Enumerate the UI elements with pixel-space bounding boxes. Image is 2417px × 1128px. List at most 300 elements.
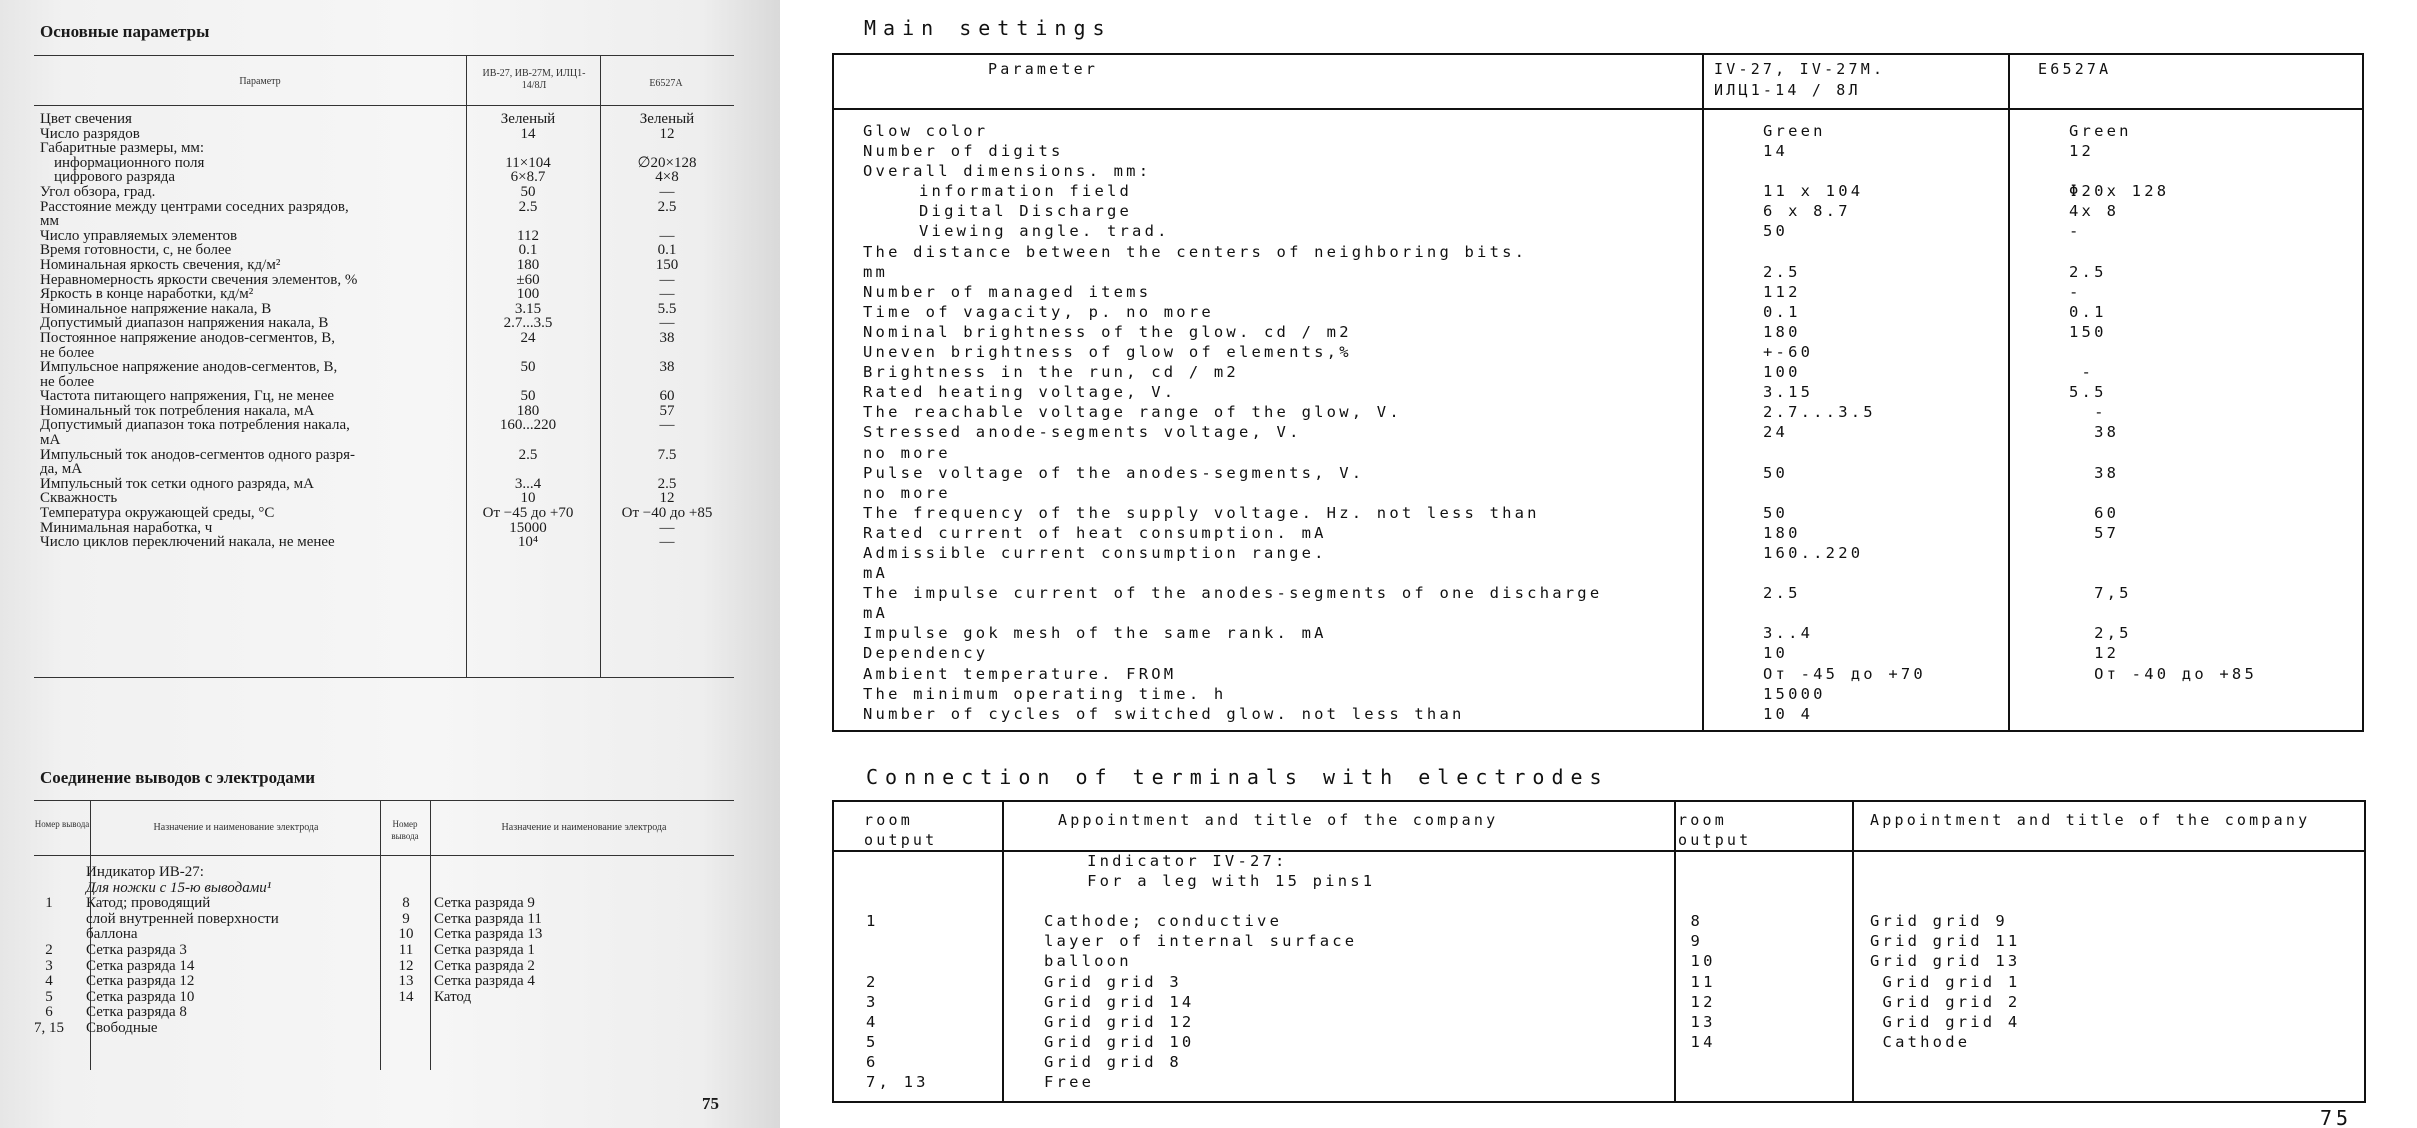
left-param-name: Импульсное напряжение анодов-сегментов, В,: [40, 360, 338, 375]
main-setting-value-iv27: 160..220: [1763, 543, 1864, 562]
left-param-name: мА: [40, 433, 61, 448]
connection-pin-2: 12: [1678, 992, 1716, 1011]
main-setting-name: Time of vagacity, p. no more: [863, 302, 1214, 321]
main-setting-value-e6527a: 60: [2069, 503, 2120, 522]
main-setting-name: The distance between the centers of neighboring bits.: [863, 242, 1528, 261]
main-setting-value-e6527a: Φ20x 128: [2069, 182, 2170, 201]
left-param-row: [40, 302, 740, 317]
main-setting-row: [863, 704, 2353, 724]
main-setting-value-iv27: 2.5: [1763, 262, 1801, 281]
left-param-name: Число циклов переключений накала, не менее: [40, 535, 335, 550]
left-param-name: Номинальное напряжение накала, В: [40, 301, 272, 317]
connection-electrode-2: Grid grid 11: [1870, 932, 2021, 951]
main-setting-name: mA: [863, 564, 889, 583]
left-param-value-iv27: 10⁴: [517, 534, 539, 551]
main-setting-value-iv27: 3.15: [1763, 383, 1814, 402]
main-setting-name: Number of cycles of switched glow. not less than: [863, 704, 1465, 723]
left-param-row: [40, 258, 740, 273]
left-param-value-iv27: 160...220: [499, 417, 557, 434]
connection-pin: 4: [866, 1012, 879, 1031]
left-conn-pin-2: 12: [398, 957, 414, 974]
left-page-title: Основные параметры: [40, 22, 210, 41]
left-conn-pin: 4: [45, 973, 53, 990]
main-setting-value-iv27: 50: [1763, 222, 1789, 241]
connection-row: [866, 951, 2356, 971]
left-conn-row: [34, 1021, 734, 1037]
left-param-row: [40, 141, 740, 156]
main-setting-value-e6527a: 2.5: [2069, 262, 2107, 281]
main-setting-value-iv27: 2.5: [1763, 584, 1801, 603]
left-param-value-iv27: 2.5: [518, 446, 538, 463]
left-param-row: [40, 506, 740, 521]
main-setting-value-iv27: 14: [1763, 142, 1789, 161]
left-page-number: 75: [702, 1094, 719, 1113]
left-param-value-iv27: 180: [516, 256, 540, 273]
left-param-value-e6527a: —: [659, 227, 675, 244]
connection-row: [866, 992, 2356, 1012]
main-setting-row: [863, 141, 2353, 161]
left-param-value-iv27: Зеленый: [500, 111, 556, 127]
main-setting-value-e6527a: 7,5: [2069, 584, 2132, 603]
left-param-name: Номинальная яркость свечения, кд/м²: [40, 257, 281, 273]
conn-header-num2-line2: output: [1678, 831, 1752, 849]
left-param-name: Импульсный ток анодов-сегментов одного разря-: [40, 447, 355, 463]
main-setting-name: Digital Discharge: [919, 202, 1133, 221]
left-param-row: [40, 389, 740, 404]
main-setting-value-iv27: 112: [1763, 282, 1801, 301]
main-header-col2: E6527A: [2038, 60, 2112, 78]
left-param-value-iv27: 50: [520, 359, 536, 376]
right-page-title: Main settings: [864, 16, 1112, 40]
left-conn-electrode-2: Катод: [434, 988, 472, 1005]
connection-electrode: Grid grid 3: [1044, 972, 1182, 991]
left-param-row: [40, 448, 740, 463]
conn-header-desc: Appointment and title of the company: [1058, 811, 1499, 829]
connection-electrode: For a leg with 15 pins1: [1062, 872, 1376, 891]
main-setting-row: [863, 503, 2353, 523]
main-setting-name: The frequency of the supply voltage. Hz. not less than: [863, 503, 1540, 522]
left-param-row: [40, 404, 740, 419]
connection-electrode: Grid grid 10: [1044, 1032, 1195, 1051]
main-setting-name: Stressed anode-segments voltage, V.: [863, 423, 1302, 442]
left-param-name: информационного поля: [54, 155, 205, 171]
connection-row: [866, 871, 2356, 891]
left-param-row: [40, 477, 740, 492]
main-setting-value-iv27: 2.7...3.5: [1763, 403, 1876, 422]
left-param-row: [40, 331, 740, 346]
left-conn-pin: 7, 15: [34, 1019, 64, 1036]
left-param-value-iv27: От −45 до +70: [482, 505, 574, 522]
left-param-name: Минимальная наработка, ч: [40, 520, 213, 536]
left-param-name: Допустимый диапазон тока потребления накала,: [40, 418, 350, 434]
main-setting-row: [863, 242, 2353, 262]
left-param-value-iv27: ±60: [516, 271, 540, 288]
main-setting-value-iv27: 10: [1763, 644, 1789, 663]
left-conn-electrode: Для ножки с 15-ю выводами¹: [86, 879, 272, 896]
connection-pin-2: 10: [1678, 952, 1716, 971]
left-param-value-e6527a: 12: [659, 125, 675, 142]
left-param-value-e6527a: 2.5: [657, 198, 677, 215]
main-setting-name: no more: [863, 443, 951, 462]
main-setting-row: [863, 302, 2353, 322]
left-param-value-iv27: 3...4: [514, 475, 542, 492]
left-param-value-e6527a: —: [659, 534, 675, 551]
connection-pin-2: 9: [1678, 932, 1704, 951]
left-header-col2: Е6527А: [649, 78, 683, 89]
left-conn-header-num: Номер вывода: [34, 819, 90, 829]
main-setting-name: mm: [863, 262, 889, 281]
main-setting-value-e6527a: -: [2069, 222, 2082, 241]
main-setting-name: Impulse gok mesh of the same rank. mA: [863, 624, 1327, 643]
main-setting-value-iv27: От -45 до +70: [1763, 664, 1926, 683]
main-setting-row: [863, 262, 2353, 282]
left-conn-electrode-2: Сетка разряда 1: [434, 941, 535, 958]
main-setting-value-iv27: 3..4: [1763, 624, 1814, 643]
main-setting-value-e6527a: Green: [2069, 122, 2132, 140]
main-setting-row: [863, 483, 2353, 503]
connection-row: [866, 851, 2356, 871]
main-setting-name: information field: [919, 182, 1133, 201]
connection-row: [866, 911, 2356, 931]
main-setting-row: [863, 342, 2353, 362]
main-setting-row: [863, 322, 2353, 342]
main-setting-name: mA: [863, 604, 889, 623]
main-setting-value-e6527a: 12: [2069, 644, 2120, 663]
main-setting-row: [863, 221, 2353, 241]
left-conn-electrode: Свободные: [86, 1019, 158, 1036]
connection-row: [866, 1012, 2356, 1032]
connection-rows: [866, 851, 2356, 1092]
main-setting-value-e6527a: -: [2069, 403, 2107, 422]
main-setting-value-iv27: 180: [1763, 523, 1801, 542]
connection-electrode: Indicator IV-27:: [1062, 852, 1288, 870]
left-header-parameter: Параметр: [239, 76, 281, 87]
left-table-top-rule: [34, 55, 734, 56]
left-conn-pin-2: 11: [398, 941, 414, 958]
main-setting-name: Nominal brightness of the glow. cd / m2: [863, 322, 1352, 341]
right-connection-title: Connection of terminals with electrodes: [866, 765, 1609, 789]
left-param-value-iv27: 15000: [509, 519, 547, 536]
left-param-value-e6527a: Зеленый: [639, 111, 695, 127]
left-conn-electrode: Индикатор ИВ-27:: [86, 864, 204, 880]
connection-pin: 7, 13: [866, 1073, 929, 1092]
left-param-row: [40, 287, 740, 302]
left-param-value-iv27: 14: [520, 125, 536, 142]
connection-pin-2: 14: [1678, 1032, 1716, 1051]
main-setting-value-e6527a: От -40 до +85: [2069, 664, 2257, 683]
left-conn-pin-2: 14: [398, 988, 414, 1005]
left-conn-electrode: Сетка разряда 3: [86, 941, 187, 958]
left-param-value-iv27: 10: [520, 490, 536, 507]
left-param-row: [40, 433, 740, 448]
left-param-value-iv27: 6×8.7: [510, 169, 546, 186]
left-param-name: Номинальный ток потребления накала, мА: [40, 403, 315, 419]
left-param-row: [40, 229, 740, 244]
left-param-value-iv27: 0.1: [518, 242, 538, 259]
left-param-value-iv27: 180: [516, 402, 540, 419]
main-setting-value-e6527a: 38: [2069, 463, 2120, 482]
conn-header-desc2: Appointment and title of the company: [1870, 811, 2311, 829]
connection-electrode: Free: [1044, 1073, 1095, 1092]
left-param-name: да, мА: [40, 462, 83, 477]
main-setting-value-iv27: 15000: [1763, 684, 1826, 703]
main-setting-row: [863, 181, 2353, 201]
left-conn-top-rule: [34, 800, 734, 801]
main-setting-name: Overall dimensions. mm:: [863, 162, 1152, 181]
left-param-value-iv27: 100: [516, 286, 540, 303]
left-param-name: Угол обзора, град.: [40, 184, 156, 200]
connection-electrode: Grid grid 14: [1044, 992, 1195, 1011]
left-table-bottom-rule: [34, 677, 734, 678]
left-param-name: Габаритные размеры, мм:: [40, 141, 205, 156]
left-param-value-e6527a: 0.1: [657, 242, 677, 259]
main-setting-row: [863, 603, 2353, 623]
connection-electrode: Grid grid 12: [1044, 1012, 1195, 1031]
main-setting-name: Rated current of heat consumption. mA: [863, 523, 1327, 542]
connection-electrode-2: Grid grid 2: [1870, 992, 2021, 1011]
left-conn-pin: 2: [45, 941, 53, 958]
left-param-row: [40, 170, 740, 185]
left-conn-electrode-2: Сетка разряда 4: [434, 973, 535, 990]
left-param-name: цифрового разряда: [54, 170, 176, 185]
connection-row: [866, 1032, 2356, 1052]
left-param-row: [40, 156, 740, 171]
left-param-value-e6527a: 38: [659, 359, 675, 376]
connection-electrode-2: Cathode: [1870, 1032, 1971, 1051]
main-header-col1-line2: ИЛЦ1-14 / 8Л: [1714, 81, 1861, 99]
main-setting-value-iv27: 6 x 8.7: [1763, 202, 1851, 221]
left-param-row: [40, 462, 740, 477]
main-setting-row: [863, 664, 2353, 684]
connection-row: [866, 972, 2356, 992]
main-setting-name: The impulse current of the anodes-segments of one discharge: [863, 584, 1603, 603]
left-conn-electrode: баллона: [86, 926, 138, 943]
main-setting-value-e6527a: 4x 8: [2069, 202, 2120, 221]
connection-pin: 5: [866, 1032, 879, 1051]
connection-electrode: Cathode; conductive: [1044, 912, 1283, 931]
main-setting-row: [863, 583, 2353, 603]
main-setting-value-e6527a: 0.1: [2069, 302, 2107, 321]
left-param-row: [40, 521, 740, 536]
main-setting-row: [863, 402, 2353, 422]
left-header-rule: [34, 105, 734, 106]
left-param-value-iv27: 50: [520, 388, 536, 405]
left-param-name: Время готовности, с, не более: [40, 243, 232, 258]
left-param-name: Импульсный ток сетки одного разряда, мА: [40, 476, 314, 492]
main-setting-value-e6527a: 5.5: [2069, 383, 2107, 402]
left-param-value-e6527a: 150: [655, 256, 679, 273]
left-conn-row: [34, 912, 734, 928]
connection-pin-2: 8: [1678, 912, 1704, 931]
left-param-row: [40, 316, 740, 331]
left-conn-electrode: Сетка разряда 14: [86, 957, 195, 974]
main-setting-name: Number of digits: [863, 142, 1064, 161]
conn-header-num2-line1: room: [1678, 811, 1727, 829]
connection-pin: 6: [866, 1052, 879, 1071]
left-param-value-iv27: 112: [517, 227, 539, 244]
left-param-name: Число управляемых элементов: [40, 228, 238, 244]
left-param-value-iv27: 2.7...3.5: [503, 315, 553, 332]
left-conn-electrode-2: Сетка разряда 9: [434, 895, 535, 912]
main-header-parameter: Parameter: [988, 60, 1099, 78]
left-param-value-e6527a: 57: [659, 402, 675, 419]
left-conn-row: [34, 943, 734, 959]
main-setting-value-iv27: 24: [1763, 423, 1789, 442]
main-setting-row: [863, 422, 2353, 442]
main-setting-value-iv27: 100: [1763, 363, 1801, 382]
left-param-row: [40, 418, 740, 433]
main-setting-row: [863, 623, 2353, 643]
main-setting-value-iv27: 10 4: [1763, 704, 1814, 723]
main-setting-value-iv27: 50: [1763, 503, 1789, 522]
main-setting-name: Admissible current consumption range.: [863, 543, 1327, 562]
left-conn-row: [34, 959, 734, 975]
main-setting-name: Dependency: [863, 644, 989, 663]
left-param-value-e6527a: От −40 до +85: [621, 505, 713, 522]
left-param-row: [40, 360, 740, 375]
connection-electrode-2: Grid grid 9: [1870, 912, 2008, 931]
main-setting-value-e6527a: -: [2069, 282, 2082, 301]
left-conn-pin: 6: [45, 1004, 53, 1021]
left-param-name: Допустимый диапазон напряжения накала, В: [40, 316, 329, 331]
main-setting-value-e6527a: 150: [2069, 322, 2107, 341]
main-header-col1-line1: IV-27, IV-27M.: [1714, 60, 1886, 78]
main-setting-value-e6527a: 12: [2069, 142, 2095, 161]
left-conn-pin-2: 8: [402, 895, 410, 912]
left-param-row: [40, 273, 740, 288]
main-setting-row: [863, 684, 2353, 704]
left-param-value-iv27: 11×104: [505, 154, 551, 171]
connection-electrode: layer of internal surface: [1044, 932, 1358, 951]
main-setting-value-iv27: Green: [1763, 122, 1826, 140]
left-conn-electrode: Сетка разряда 10: [86, 988, 195, 1005]
left-param-name: Расстояние между центрами соседних разрядов,: [40, 199, 349, 215]
left-param-value-iv27: 3.15: [514, 300, 542, 317]
connection-row: [866, 1052, 2356, 1072]
right-page-number: 75: [2320, 1106, 2353, 1128]
left-param-value-e6527a: 2.5: [657, 475, 677, 492]
connection-pin: 3: [866, 992, 879, 1011]
main-setting-name: Brightness in the run, cd / m2: [863, 363, 1239, 382]
left-conn-pin: 3: [45, 957, 53, 974]
connection-pin-2: 13: [1678, 1012, 1716, 1031]
left-conn-electrode: слой внутренней поверхности: [86, 910, 279, 927]
left-conn-electrode-2: Сетка разряда 2: [434, 957, 535, 974]
main-setting-row: [863, 121, 2353, 141]
left-conn-row: [34, 896, 734, 912]
conn-header-num-line1: room: [864, 811, 913, 829]
main-setting-row: [863, 543, 2353, 563]
left-parameters-table: [40, 112, 740, 550]
main-setting-row: [863, 201, 2353, 221]
connection-pin: 2: [866, 972, 879, 991]
left-param-row: [40, 185, 740, 200]
left-param-row: [40, 243, 740, 258]
left-param-name: Постоянное напряжение анодов-сегментов, В,: [40, 330, 335, 346]
main-setting-row: [863, 282, 2353, 302]
connection-electrode-2: Grid grid 13: [1870, 952, 2021, 971]
left-conn-pin: 5: [45, 988, 53, 1005]
connection-pin-2: 11: [1678, 972, 1716, 991]
left-param-name: Число разрядов: [40, 126, 140, 142]
left-param-row: [40, 200, 740, 215]
left-param-row: [40, 127, 740, 142]
main-setting-row: [863, 443, 2353, 463]
left-conn-electrode: Сетка разряда 8: [86, 1004, 187, 1021]
left-param-value-e6527a: —: [659, 286, 675, 303]
left-conn-row: [34, 865, 734, 881]
left-conn-electrode-2: Сетка разряда 11: [434, 910, 542, 927]
left-param-name: мм: [40, 214, 59, 229]
main-setting-name: The reachable voltage range of the glow, V.: [863, 403, 1402, 422]
main-setting-row: [863, 362, 2353, 382]
connection-electrode: Grid grid 8: [1044, 1052, 1182, 1071]
left-param-value-e6527a: ∅20×128: [637, 154, 697, 171]
left-param-value-e6527a: —: [659, 315, 675, 332]
left-conn-electrode-2: Сетка разряда 13: [434, 926, 543, 943]
left-conn-row: [34, 974, 734, 990]
connection-electrode-2: Grid grid 4: [1870, 1012, 2021, 1031]
main-setting-row: [863, 161, 2353, 181]
main-setting-name: Rated heating voltage, V.: [863, 383, 1177, 402]
connection-row: [866, 931, 2356, 951]
main-setting-name: Viewing angle. trad.: [919, 222, 1170, 241]
left-param-value-e6527a: —: [659, 183, 675, 200]
main-setting-value-iv27: 0.1: [1763, 302, 1801, 321]
left-conn-row: [34, 881, 734, 897]
main-setting-name: Ambient temperature. FROM: [863, 664, 1177, 683]
left-param-name: не более: [40, 345, 95, 361]
left-conn-pin: 1: [45, 895, 53, 912]
main-setting-value-iv27: 50: [1763, 463, 1789, 482]
main-setting-row: [863, 523, 2353, 543]
main-setting-name: Pulse voltage of the anodes-segments, V.: [863, 463, 1365, 482]
left-param-value-e6527a: —: [659, 271, 675, 288]
main-setting-value-iv27: +-60: [1763, 343, 1814, 362]
connection-row: [866, 1072, 2356, 1092]
main-setting-value-iv27: 11 x 104: [1763, 182, 1864, 201]
left-conn-electrode: Сетка разряда 12: [86, 973, 195, 990]
left-param-name: не более: [40, 374, 95, 390]
left-param-value-e6527a: 5.5: [657, 300, 677, 317]
left-param-row: [40, 375, 740, 390]
left-connection-title: Соединение выводов с электродами: [40, 768, 316, 787]
left-param-value-e6527a: 7.5: [657, 446, 677, 463]
left-conn-row: [34, 990, 734, 1006]
main-setting-name: Glow color: [863, 122, 989, 140]
left-conn-header-desc2: Назначение и наименование электрода: [501, 822, 667, 833]
main-setting-row: [863, 563, 2353, 583]
left-param-name: Неравномерность яркости свечения элементов, %: [40, 272, 358, 288]
left-param-row: [40, 214, 740, 229]
left-conn-electrode: Катод; проводящий: [86, 895, 211, 912]
main-setting-name: The minimum operating time. h: [863, 684, 1227, 703]
left-param-value-e6527a: 4×8: [655, 169, 679, 186]
main-setting-value-e6527a: 2,5: [2069, 624, 2132, 643]
left-conn-pin-2: 13: [398, 973, 414, 990]
left-param-name: Скважность: [40, 491, 118, 507]
left-param-value-e6527a: —: [659, 417, 675, 434]
main-setting-value-e6527a: 38: [2069, 423, 2120, 442]
main-table-header-rule: [834, 108, 2362, 110]
left-conn-pin-2: 10: [398, 926, 414, 943]
left-conn-header-desc: Назначение и наименование электрода: [153, 822, 319, 833]
main-setting-name: Uneven brightness of glow of elements,%: [863, 343, 1352, 362]
main-setting-value-e6527a: 57: [2069, 523, 2120, 542]
left-param-value-e6527a: 12: [659, 490, 675, 507]
left-param-name: Яркость в конце наработки, кд/м²: [40, 287, 254, 302]
left-conn-header-num2: Номер вывода: [391, 819, 419, 841]
